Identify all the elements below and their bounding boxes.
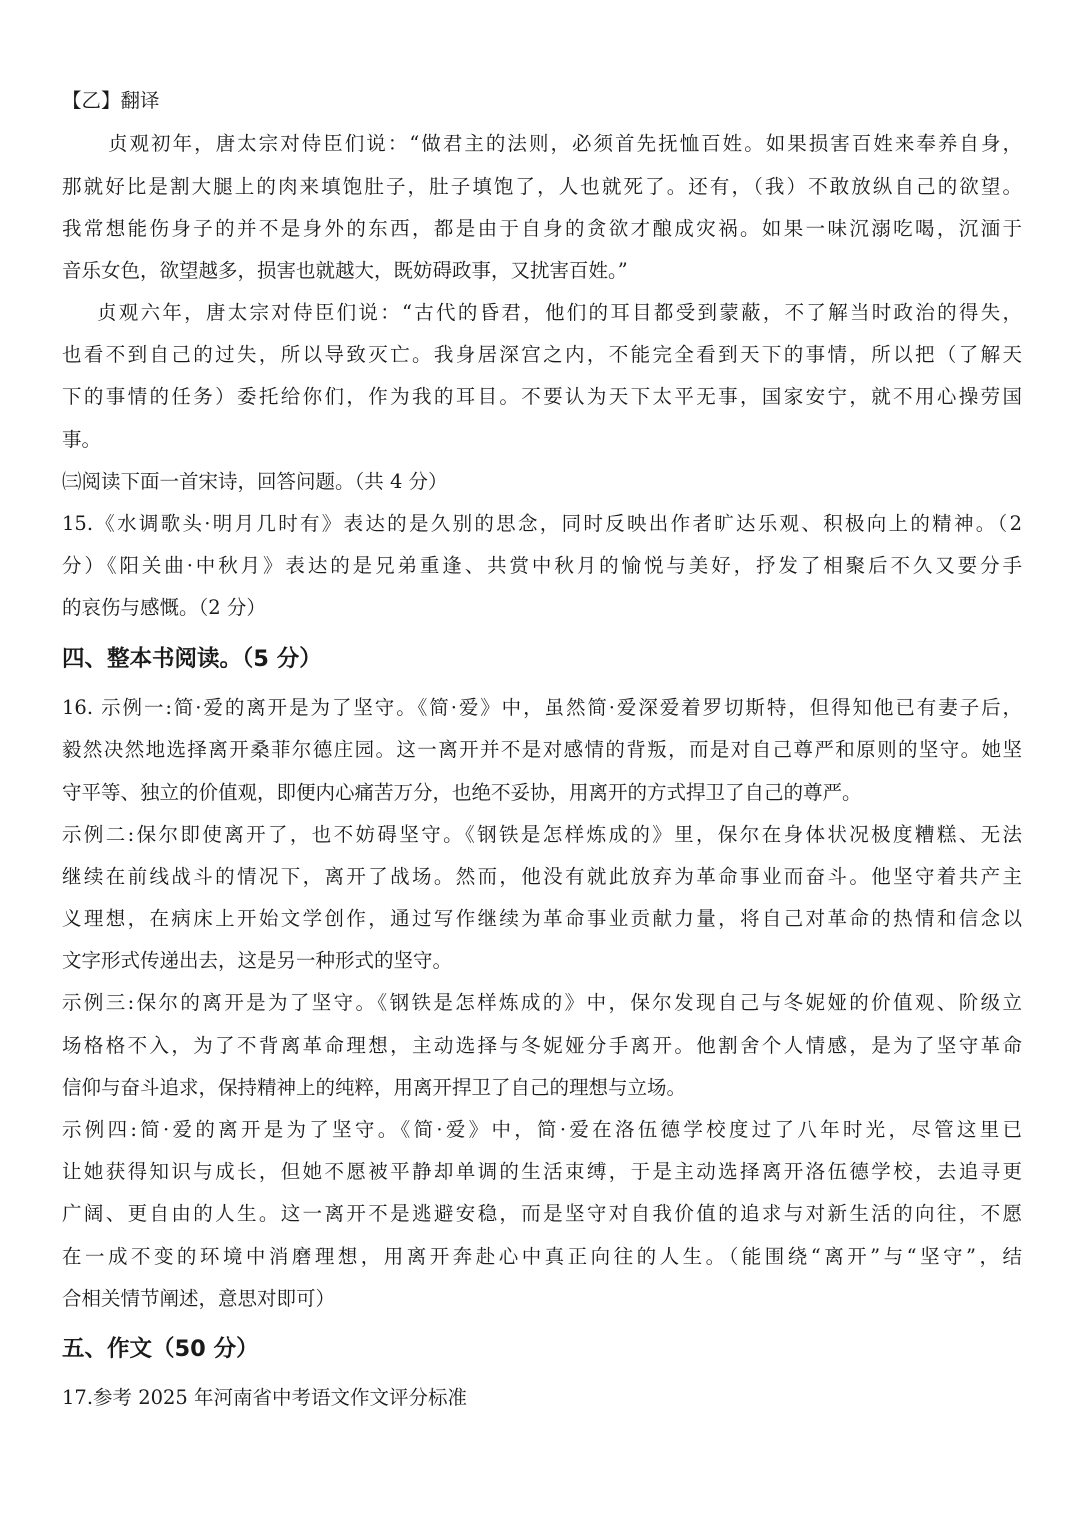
q16-ex3-line-2: 场格格不入，为了不背离革命理想，主动选择与冬妮娅分手离开。他割舍个人情感，是为了坚守革命 <box>62 1034 1022 1057</box>
q16-ex3-line-3: 信仰与奋斗追求，保持精神上的纯粹，用离开捍卫了自己的理想与立场。 <box>62 1076 687 1099</box>
p2-line-3: 下的事情的任务）委托给你们，作为我的耳目。不要认为天下太平无事，国家安宁，就不用心操劳国 <box>62 385 1022 408</box>
question-intro: ㈢阅读下面一首宋诗，回答问题。（共 4 分） <box>62 470 448 493</box>
section5-heading: 五、作文（50 分） <box>62 1336 259 1362</box>
q16-ex3-line-1: 示例三:保尔的离开是为了坚守。《钢铁是怎样炼成的》中，保尔发现自己与冬妮娅的价值观、阶级立 <box>62 991 1022 1014</box>
yi-translation-label: 【乙】翻译 <box>62 89 160 112</box>
q16-ex2-line-3: 义理想，在病床上开始文学创作，通过写作继续为革命事业贡献力量，将自己对革命的热情和信念以 <box>62 907 1022 930</box>
q15-line-3: 的哀伤与感慨。（2 分） <box>62 596 266 619</box>
q16-ex4-line-3: 广阔、更自由的人生。这一离开不是逃避安稳，而是坚守对自我价值的追求与对新生活的向往，不愿 <box>62 1202 1022 1225</box>
q16-ex4-line-2: 让她获得知识与成长，但她不愿被平静却单调的生活束缚，于是主动选择离开洛伍德学校，去追寻更 <box>62 1160 1022 1183</box>
q17-text: 17.参考 2025 年河南省中考语文作文评分标准 <box>62 1386 468 1409</box>
q16-ex2-line-1: 示例二:保尔即使离开了，也不妨碍坚守。《钢铁是怎样炼成的》里，保尔在身体状况极度糟糕、无法 <box>62 823 1022 846</box>
p2-line-2: 也看不到自己的过失，所以导致灭亡。我身居深宫之内，不能完全看到天下的事情，所以把（了解天 <box>62 343 1022 366</box>
p2-line-4: 事。 <box>62 428 102 451</box>
q16-ex4-line-5: 合相关情节阐述，意思对即可） <box>62 1287 336 1310</box>
q16-ex4-line-4: 在一成不变的环境中消磨理想，用离开奔赴心中真正向往的人生。（能围绕“离开”与“坚守”，结 <box>62 1245 1022 1268</box>
p1-line-1: 贞观初年，唐太宗对侍臣们说：“做君主的法则，必须首先抚恤百姓。如果损害百姓来奉养自身， <box>108 132 1022 155</box>
p1-line-3: 我常想能伤身子的并不是身外的东西，都是由于自身的贪欲才酿成灾祸。如果一味沉溺吃喝，沉湎于 <box>62 217 1022 240</box>
q16-ex2-line-4: 文字形式传递出去，这是另一种形式的坚守。 <box>62 949 453 972</box>
p1-line-2: 那就好比是割大腿上的肉来填饱肚子，肚子填饱了，人也就死了。还有，（我）不敢放纵自己的欲望。 <box>62 175 1022 198</box>
q15-line-2: 分）《阳关曲·中秋月》表达的是兄弟重逢、共赏中秋月的愉悦与美好，抒发了相聚后不久又要分手 <box>62 554 1022 577</box>
q16-ex1-line-1: 16. 示例一:简·爱的离开是为了坚守。《简·爱》中，虽然简·爱深爱着罗切斯特，但得知他已有妻子后， <box>62 696 1022 719</box>
q16-ex4-line-1: 示例四:简·爱的离开是为了坚守。《简·爱》中，简·爱在洛伍德学校度过了八年时光，尽管这里已 <box>62 1118 1022 1141</box>
q16-ex2-line-2: 继续在前线战斗的情况下，离开了战场。然而，他没有就此放弃为革命事业而奋斗。他坚守着共产主 <box>62 865 1022 888</box>
q16-ex1-line-2: 毅然决然地选择离开桑菲尔德庄园。这一离开并不是对感情的背叛，而是对自己尊严和原则的坚守。她坚 <box>62 738 1022 761</box>
q15-line-1: 15.《水调歌头·明月几时有》表达的是久别的思念，同时反映出作者旷达乐观、积极向上的精神。（2 <box>62 512 1022 535</box>
p2-line-1: 贞观六年，唐太宗对侍臣们说：“古代的昏君，他们的耳目都受到蒙蔽，不了解当时政治的得失， <box>97 301 1022 324</box>
q16-ex1-line-3: 守平等、独立的价值观，即便内心痛苦万分，也绝不妥协，用离开的方式捍卫了自己的尊严。 <box>62 781 862 804</box>
p1-line-4: 音乐女色，欲望越多，损害也就越大，既妨碍政事，又扰害百姓。” <box>62 259 628 282</box>
section4-heading: 四、整本书阅读。（5 分） <box>62 646 322 672</box>
